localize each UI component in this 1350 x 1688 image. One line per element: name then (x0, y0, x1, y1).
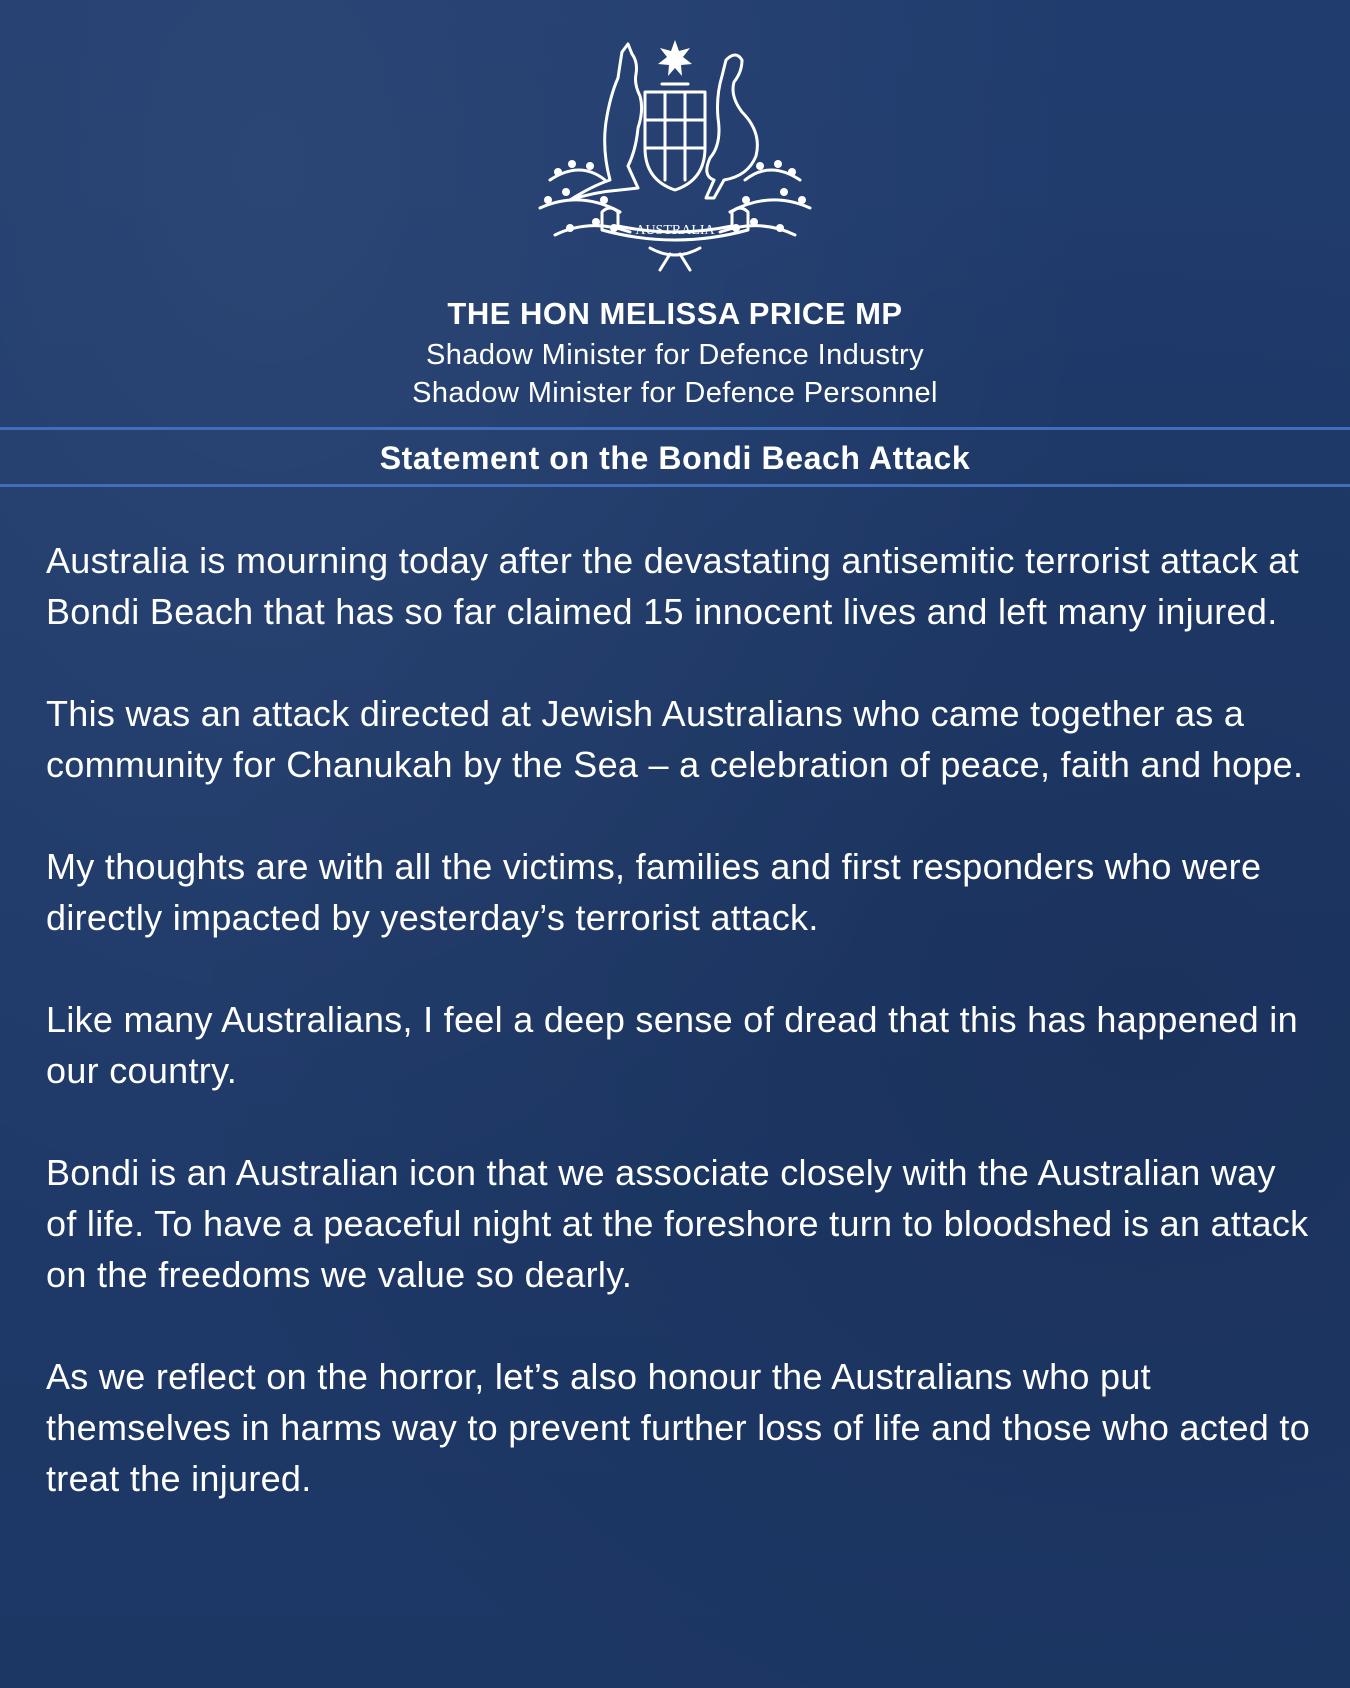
commonwealth-star-icon (658, 40, 692, 76)
paragraph: As we reflect on the horror, let’s also honour the Australians who put themselves in harms way to prevent further loss of life and those who acted to treat the injured. (46, 1356, 1311, 1499)
role-line-1: Shadow Minister for Defence Industry (426, 339, 924, 371)
divider-top (0, 427, 1350, 430)
paragraph: Like many Australians, I feel a deep sense of dread that this has happened in our country. (46, 999, 1298, 1091)
statement-body (46, 535, 1316, 1555)
paragraph: Bondi is an Australian icon that we associate closely with the Australian way of life. To have a peaceful night at the foreshore turn to bloodshed is an attack on the freedoms we value so dearly. (46, 1152, 1309, 1295)
australian-coat-of-arms-icon (510, 40, 840, 275)
divider-bottom (0, 484, 1350, 487)
role-line-2: Shadow Minister for Defence Personnel (412, 377, 938, 409)
paragraph: Australia is mourning today after the devastating antisemitic terrorist attack at Bondi Beach that has so far claimed 15 innocent lives and left many injured. (46, 540, 1299, 632)
letterhead (0, 292, 1350, 412)
paragraph: This was an attack directed at Jewish Australians who came together as a community for Chanukah by the Sea – a celebration of peace, faith and hope. (46, 693, 1304, 785)
paragraph: My thoughts are with all the victims, families and first responders who were directly impacted by yesterday’s terrorist attack. (46, 846, 1262, 938)
shield-icon (645, 92, 705, 190)
scroll-text: AUSTRALIA (635, 223, 715, 238)
kangaroo-icon (570, 44, 642, 200)
member-name: THE HON MELISSA PRICE MP (447, 296, 903, 331)
statement-title: Statement on the Bondi Beach Attack (379, 440, 971, 476)
